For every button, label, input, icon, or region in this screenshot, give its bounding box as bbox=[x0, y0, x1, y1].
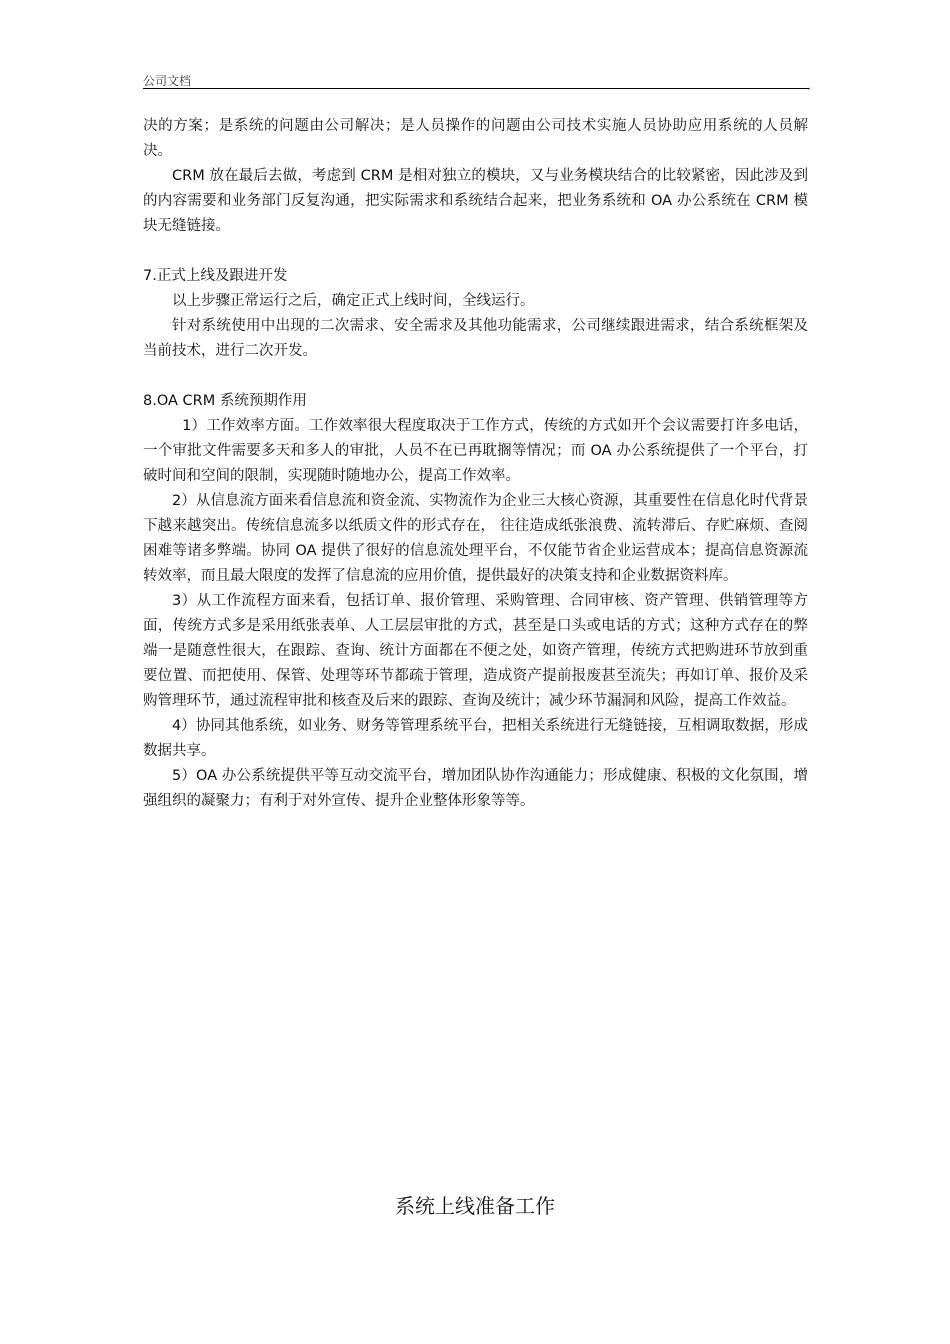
page-header bbox=[143, 70, 812, 92]
section-8-item-4: 4）协同其他系统，如业务、财务等管理系统平台，把相关系统进行无缝链接，互相调取数据，形成数据共享。 bbox=[143, 718, 808, 759]
section-8-heading: 8.OA CRM 系统预期作用 bbox=[143, 393, 307, 409]
document-body bbox=[143, 114, 808, 814]
section-7-heading: 7.正式上线及跟进开发 bbox=[143, 268, 288, 284]
section-7-paragraph-2: 针对系统使用中出现的二次需求、安全需求及其他功能需求，公司继续跟进需求，结合系统框架及当前技术，进行二次开发。 bbox=[143, 318, 808, 359]
section-8-item-1: 1）工作效率方面。工作效率很大程度取决于工作方式，传统的方式如开个会议需要打许多电话，一个审批文件需要多天和多人的审批，人员不在已再耽搁等情况；而 OA 办公系统提供了一个平台，打破时间和空间的限制，实现随时随地办公，提高工作效率。 bbox=[143, 418, 808, 484]
header-mark: , bbox=[808, 81, 812, 92]
footer-title: 系统上线准备工作 bbox=[395, 1194, 555, 1218]
section-8-item-3: 3）从工作流程方面来看，包括订单、报价管理、采购管理、合同审核、资产管理、供销管理等方面，传统方式多是采用纸张表单、人工层层审批的方式，甚至是口头或电话的方式；这种方式存在的弊端一是随意性很大，在跟踪、查询、统计方面都在不便之处，如资产管理，传统方式把购进环节放到重要位置、而把使用、保管、处理等环节都疏于管理，造成资产提前报废甚至流失；再如订单、报价及采购管理环节，通过流程审批和核查及后来的跟踪、查询及统计；减少环节漏洞和风险，提高工作效益。 bbox=[143, 593, 808, 709]
paragraph-intro: 决的方案；是系统的问题由公司解决；是人员操作的问题由公司技术实施人员协助应用系统的人员解决。 bbox=[143, 118, 808, 159]
header-label: 公司文档 bbox=[143, 74, 192, 88]
section-8-item-2: 2）从信息流方面来看信息流和资金流、实物流作为企业三大核心资源，其重要性在信息化时代背景下越来越突出。传统信息流多以纸质文件的形式存在， 往往造成纸张浪费、流转滞后、存贮麻烦、查阅困难等诸多弊端。协同 OA 提供了很好的信息流处理平台，不仅能节省企业运营成本；提高信息资源流转效率，而且最大限度的发挥了信息流的应用价值，提供最好的决策支持和企业数据资料库。 bbox=[143, 493, 808, 584]
paragraph-crm: CRM 放在最后去做，考虑到 CRM 是相对独立的模块，又与业务模块结合的比较紧密，因此涉及到的内容需要和业务部门反复沟通，把实际需求和系统结合起来，把业务系统和 OA 办公系统在 CRM 模块无缝链接。 bbox=[143, 168, 808, 234]
header-divider bbox=[143, 88, 809, 89]
section-8-item-5: 5）OA 办公系统提供平等互动交流平台，增加团队协作沟通能力；形成健康、积极的文化氛围，增强组织的凝聚力；有利于对外宣传、提升企业整体形象等等。 bbox=[143, 768, 808, 809]
section-7-paragraph-1: 以上步骤正常运行之后，确定正式上线时间，全线运行。 bbox=[172, 293, 535, 309]
